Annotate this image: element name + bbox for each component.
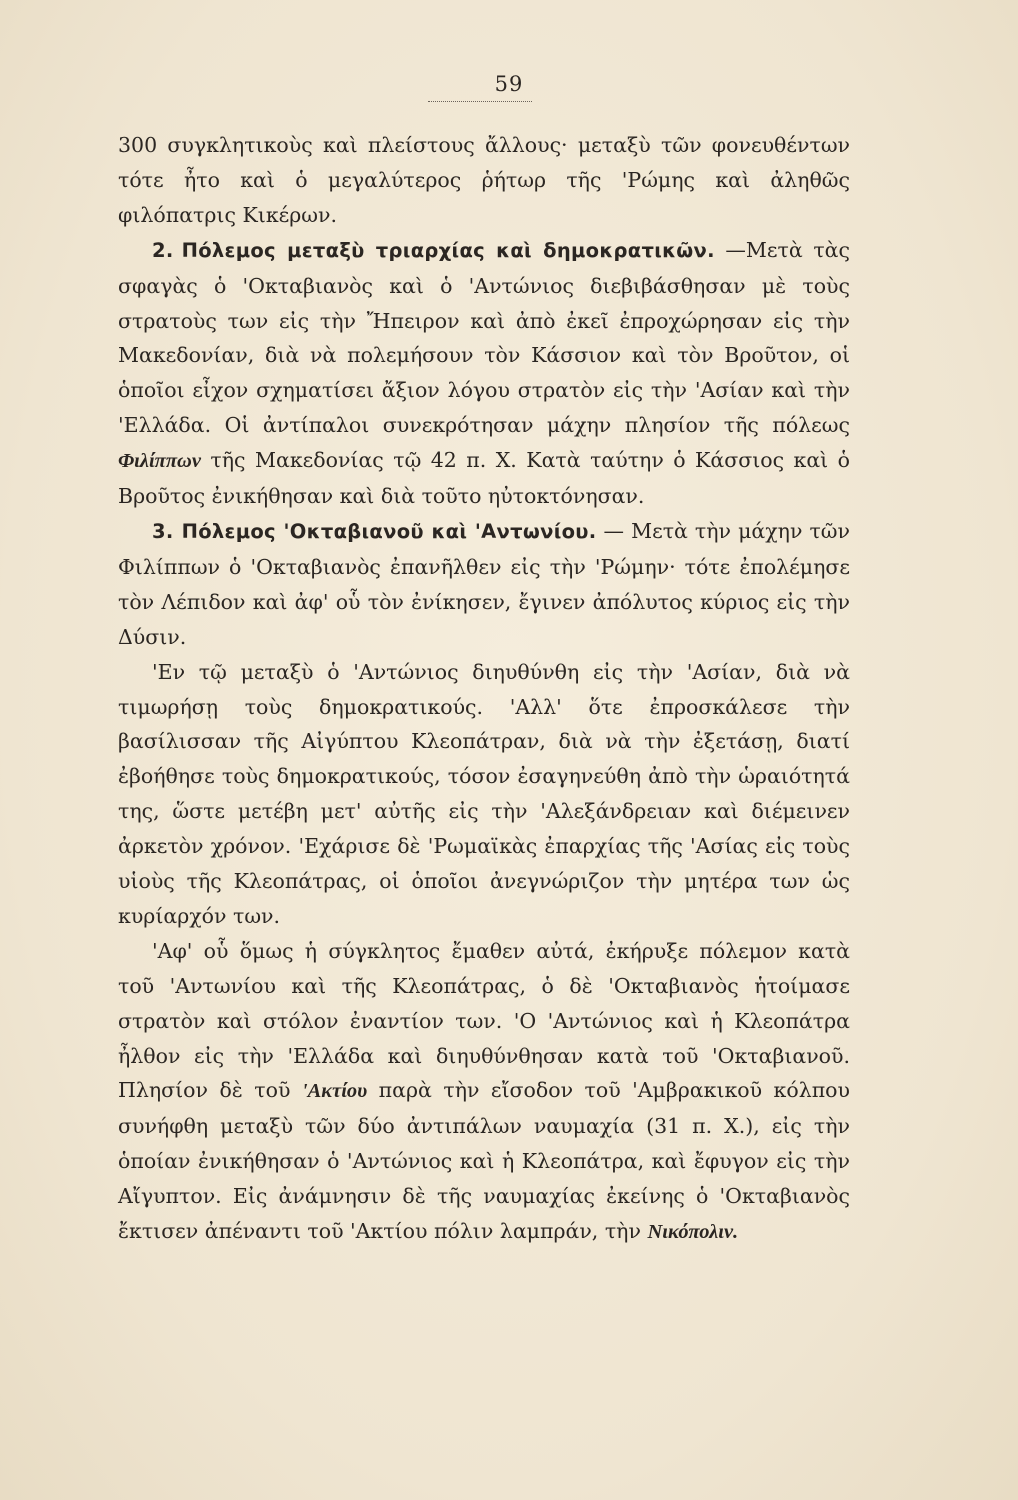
paragraph-1: 300 συγκλητικοὺς καὶ πλείστους ἄλλους· μεταξὺ τῶν φονευθέντων τότε ἦτο καὶ ὁ μεγαλύτερος ῥήτωρ τῆς 'Ρώμης καὶ ἀληθῶς φιλόπατρις Κικέρων.	[118, 133, 850, 227]
paragraph-5-place-nikopolis: Νικόπολιν.	[647, 1221, 739, 1244]
section-2-text-b: τῆς Μακεδονίας τῷ 42 π. Χ. Κατὰ ταύτην ὁ Κάσσιος καὶ ὁ Βροῦτος ἐνικήθησαν καὶ διὰ τοῦτο ηὐτοκτόνησαν.	[118, 448, 850, 509]
paragraph-5-text-b: παρὰ τὴν εἴσοδον τοῦ 'Αμβρακικοῦ κόλπου συνήφθη μεταξὺ τῶν δύο ἀντιπάλων ναυμαχία (31 π. Χ.), εἰς τὴν ὁποίαν ἐνικήθησαν ὁ 'Αντώνιος καὶ ἡ Κλεοπάτρα, καὶ ἔφυγον εἰς τὴν Αἴγυπτον. Εἰς ἀνάμνησιν δὲ τῆς ναυμαχίας ἐκείνης ὁ 'Οκταβιανὸς ἔκτισεν ἀπέναντι τοῦ 'Ακτίου πόλιν λαμπράν, τὴν	[118, 1078, 850, 1244]
paragraph-5-place-actium: 'Ακτίου	[301, 1080, 368, 1103]
section-3-heading	[152, 520, 596, 543]
section-2-place: Φιλίππων	[118, 450, 201, 473]
section-3-text: — Μετὰ τὴν μάχην τῶν Φιλίππων ὁ 'Οκταβιανὸς ἐπανῆλθεν εἰς τὴν 'Ρώμην· τότε ἐπολέμησε τὸν Λέπιδον καὶ ἀφ' οὗ τὸν ἐνίκησεν, ἔγινεν ἀπόλυτος κύριος εἰς τὴν Δύσιν.	[118, 518, 850, 649]
page-number: 59	[494, 72, 524, 96]
paragraph-5	[118, 934, 850, 1250]
section-3	[118, 514, 850, 655]
section-3-number: 3.	[152, 519, 174, 543]
section-3-title: Πόλεμος 'Οκταβιανοῦ καὶ 'Αντωνίου.	[181, 519, 597, 543]
section-2	[118, 233, 850, 514]
page-number-rule	[428, 101, 532, 102]
body-text	[118, 128, 850, 1250]
section-2-title: Πόλεμος μεταξὺ τριαρχίας καὶ δημοκρατικῶν.	[181, 238, 715, 262]
section-2-text-a: —Μετὰ τὰς σφαγὰς ὁ 'Οκταβιανὸς καὶ ὁ 'Αντώνιος διεβιβάσθησαν μὲ τοὺς στρατοὺς των εἰς τὴν Ἤπειρον καὶ ἀπὸ ἐκεῖ ἐπροχώρησαν εἰς τὴν Μακεδονίαν, διὰ νὰ πολεμήσουν τὸν Κάσσιον καὶ τὸν Βροῦτον, οἱ ὁποῖοι εἶχον σχηματίσει ἄξιον λόγου στρατὸν εἰς τὴν 'Ασίαν καὶ τὴν 'Ελλάδα. Οἱ ἀντίπαλοι συνεκρότησαν μάχην πλησίον τῆς πόλεως	[118, 237, 850, 438]
paragraph-4: 'Εν τῷ μεταξὺ ὁ 'Αντώνιος διηυθύνθη εἰς τὴν 'Ασίαν, διὰ νὰ τιμωρήσῃ τοὺς δημοκρατικούς. 'Αλλ' ὅτε ἐπροσκάλεσε τὴν βασίλισσαν τῆς Αἰγύπτου Κλεοπάτραν, διὰ νὰ τὴν ἐξετάσῃ, διατί ἐβοήθησε τοὺς δημοκρατικούς, τόσον ἐσαγηνεύθη ἀπὸ τὴν ὡραιότητά της, ὥστε μετέβη μετ' αὐτῆς εἰς τὴν 'Αλεξάνδρειαν καὶ διέμεινεν ἀρκετὸν χρόνον. 'Εχάρισε δὲ 'Ρωμαϊκὰς ἐπαρχίας τῆς 'Ασίας εἰς τοὺς υἱοὺς τῆς Κλεοπάτρας, οἱ ὁποῖοι ἀνεγνώριζον τὴν μητέρα των ὡς κυρίαρχόν των.	[118, 659, 850, 928]
section-2-number: 2.	[152, 238, 174, 262]
section-2-heading	[152, 239, 715, 262]
paragraph-5-text-a: 'Αφ' οὗ ὅμως ἡ σύγκλητος ἔμαθεν αὐτά, ἐκήρυξε πόλεμον κατὰ τοῦ 'Αντωνίου καὶ τῆς Κλεοπάτρας, ὁ δὲ 'Οκταβιανὸς ἡτοίμασε στρατὸν καὶ στόλον ἐναντίον των. 'Ο 'Αντώνιος καὶ ἡ Κλεοπάτρα ἦλθον εἰς τὴν 'Ελλάδα καὶ διηυθύνθησαν κατὰ τοῦ 'Οκταβιανοῦ. Πλησίον δὲ τοῦ	[118, 938, 850, 1103]
